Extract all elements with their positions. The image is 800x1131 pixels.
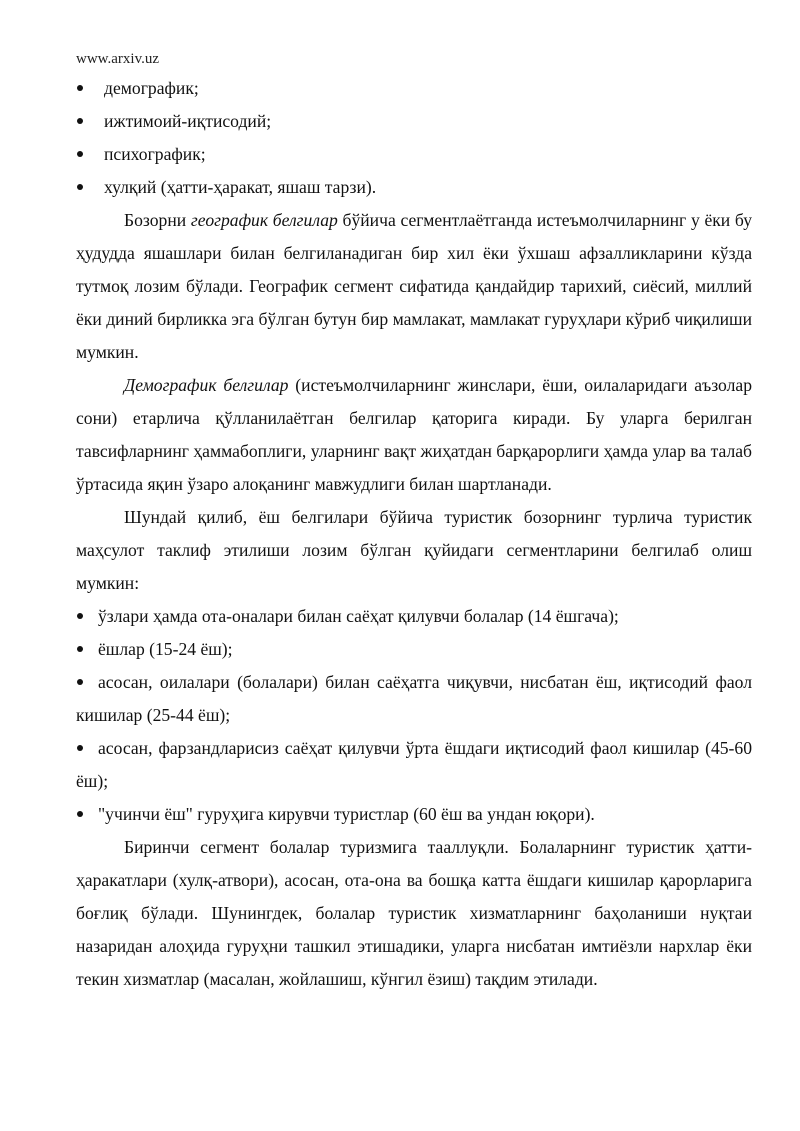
paragraph-text: (истеъмолчиларнинг жинслари, ёши, оилаларидаги аъзолар сони) етарлича қўлланилаётган белгилар қаторига киради. Бу уларга берилган тавсифларнинг ҳаммабоплиги, уларнинг вақт жиҳатдан барқарорлиги ҳамда улар ва талаб ўртасида яқин ўзаро алоқанинг мавжудлиги билан шартланади. [76, 375, 752, 494]
paragraph-text: бўйича сегментлаётганда истеъмолчиларнинг у ёки бу ҳудудда яшашлари билан белгиланадиган бир хил ёки ўхшаш афзалликларини кўзда тутмоқ лозим бўлади. Географик сегмент сифатида қандайдир тарихий, сиёсий, миллий ёки диний бирликка эга бўлган бутун бир мамлакат, мамлакат гуруҳлари кўриб чиқилиши мумкин. [76, 210, 752, 362]
list-item: ижтимоий-иқтисодий; [76, 105, 752, 138]
emphasis-term: Демографик белгилар [124, 375, 289, 395]
document-body [76, 72, 752, 996]
list-item: психографик; [76, 138, 752, 171]
list-item: хулқий (ҳатти-ҳаракат, яшаш тарзи). [76, 171, 752, 204]
list-item: ўзлари ҳамда ота-оналари билан саёҳат қилувчи болалар (14 ёшгача); [76, 600, 752, 633]
segments-list [76, 600, 752, 831]
list-item: асосан, оилалари (болалари) билан саёҳатга чиқувчи, нисбатан ёш, иқтисодий фаол кишилар (25-44 ёш); [76, 666, 752, 732]
criteria-list [76, 72, 752, 204]
paragraph-segments-intro: Шундай қилиб, ёш белгилари бўйича туристик бозорнинг турлича туристик маҳсулот таклиф этилиши лозим бўлган қуйидаги сегментларини белгилаб олиш мумкин: [76, 507, 752, 593]
list-item: демографик; [76, 72, 752, 105]
paragraph-demographic [76, 369, 752, 501]
list-item: "учинчи ёш" гуруҳига кирувчи туристлар (60 ёш ва ундан юқори). [76, 798, 752, 831]
paragraph-children-segment: Биринчи сегмент болалар туризмига тааллуқли. Болаларнинг туристик ҳатти-ҳаракатлари (хулқ-атвори), асосан, ота-она ва бошқа катта ёшдаги кишилар қарорларига боғлиқ бўлади. Шунингдек, болалар туристик хизматларнинг баҳоланиши нуқтаи назаридан алоҳида гуруҳни ташкил этишадики, уларга нисбатан имтиёзли нархлар ёки текин хизматлар (масалан, жойлашиш, кўнгил ёзиш) тақдим этилади. [76, 837, 752, 989]
site-header: www.arxiv.uz [76, 51, 160, 67]
paragraph-text: Бозорни [124, 210, 191, 230]
list-item: ёшлар (15-24 ёш); [76, 633, 752, 666]
list-item: асосан, фарзандларисиз саёҳат қилувчи ўрта ёшдаги иқтисодий фаол кишилар (45-60 ёш); [76, 732, 752, 798]
paragraph-geographic [76, 204, 752, 369]
emphasis-term: географик белгилар [190, 210, 338, 230]
